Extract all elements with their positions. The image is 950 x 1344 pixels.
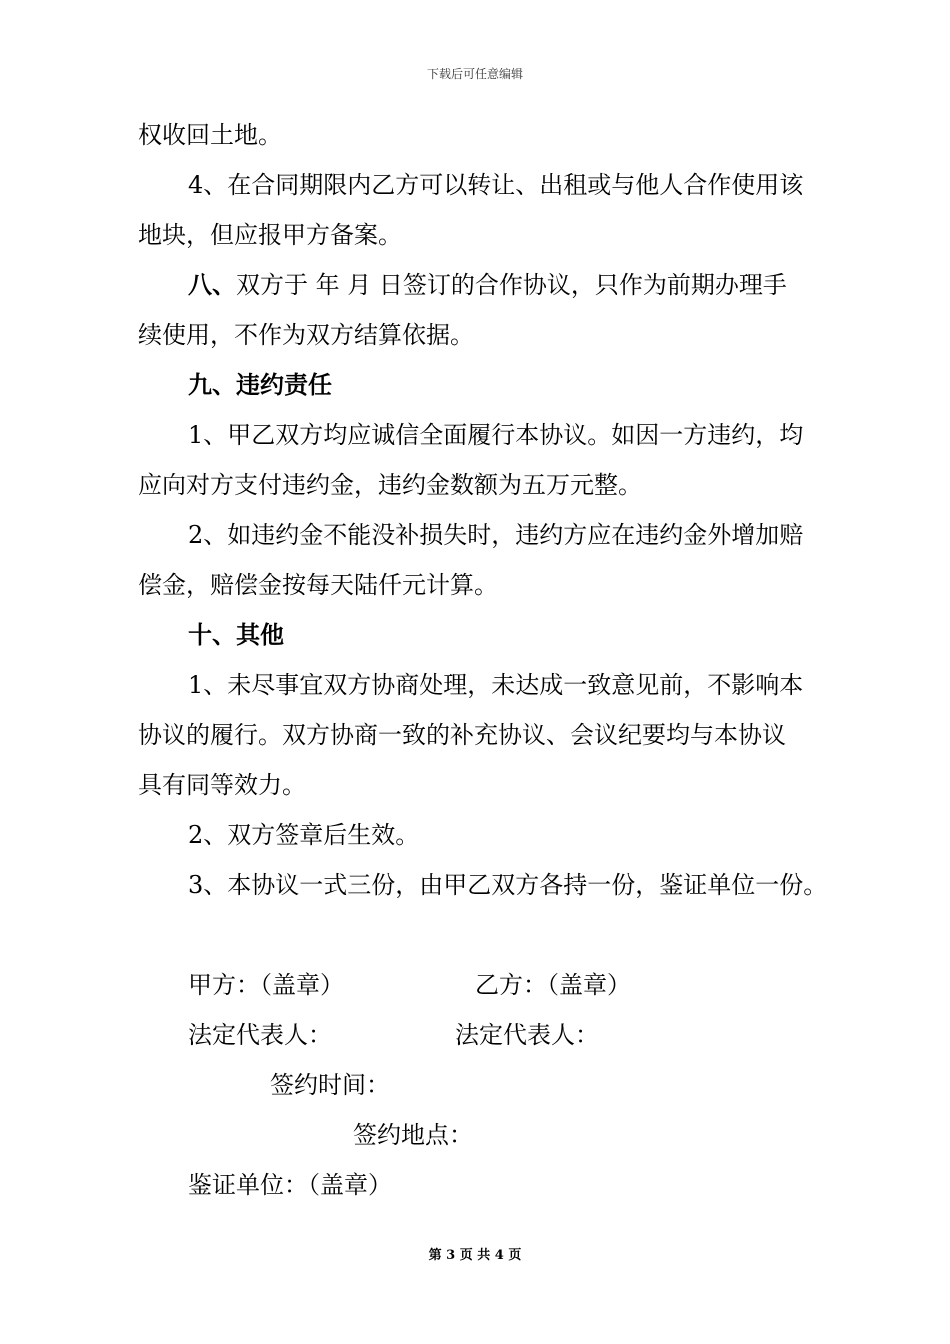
party-a-seal: 甲方：（盖章） <box>188 971 344 999</box>
paragraph-line: 1、未尽事宜双方协商处理，未达成一致意见前，不影响本 <box>188 671 804 699</box>
paragraph-line: 协议的履行。双方协商一致的补充协议、会议纪要均与本协议 <box>138 721 786 749</box>
witness-unit-seal: 鉴证单位：（盖章） <box>188 1171 392 1199</box>
paragraph-line: 2、如违约金不能没补损失时，违约方应在违约金外增加赔 <box>188 521 804 549</box>
section-number: 八、 <box>188 270 236 299</box>
paragraph-line: 1、甲乙双方均应诚信全面履行本协议。如因一方违约，均 <box>188 421 804 449</box>
document-body <box>138 110 852 1210</box>
section-heading-other: 十、其他 <box>188 620 284 649</box>
spacer <box>138 910 852 960</box>
page-footer: 第 3 页 共 4 页 <box>428 1248 522 1263</box>
paragraph-line: 续使用，不作为双方结算依据。 <box>138 321 474 349</box>
signature-row-time <box>138 1060 852 1110</box>
paragraph-line: 4、在合同期限内乙方可以转让、出租或与他人合作使用该 <box>188 171 804 199</box>
section-heading-breach: 九、违约责任 <box>188 370 332 399</box>
paragraph-line: 地块，但应报甲方备案。 <box>138 221 402 249</box>
party-b-representative: 法定代表人： <box>455 1021 599 1049</box>
paragraph-text: 双方于 年 月 日签订的合作协议，只作为前期办理手 <box>236 271 787 299</box>
paragraph-line <box>138 260 852 310</box>
paragraph-line: 权收回土地。 <box>138 121 282 149</box>
signing-time: 签约时间： <box>270 1071 390 1099</box>
page-header: 下载后可任意编辑 <box>426 67 523 81</box>
signature-row-representatives <box>138 1010 852 1060</box>
paragraph-line: 具有同等效力。 <box>138 771 306 799</box>
paragraph-line: 2、双方签章后生效。 <box>188 821 420 849</box>
paragraph-line: 3、本协议一式三份，由甲乙双方各持一份，鉴证单位一份。 <box>188 871 828 899</box>
party-b-seal: 乙方：（盖章） <box>475 971 631 999</box>
party-a-representative: 法定代表人： <box>188 1021 332 1049</box>
signature-row-place <box>138 1110 852 1160</box>
signing-place: 签约地点： <box>353 1121 473 1149</box>
signature-row-parties <box>138 960 852 1010</box>
paragraph-line: 偿金，赔偿金按每天陆仟元计算。 <box>138 571 498 599</box>
signature-row-witness <box>138 1160 852 1210</box>
paragraph-line: 应向对方支付违约金，违约金数额为五万元整。 <box>138 471 642 499</box>
